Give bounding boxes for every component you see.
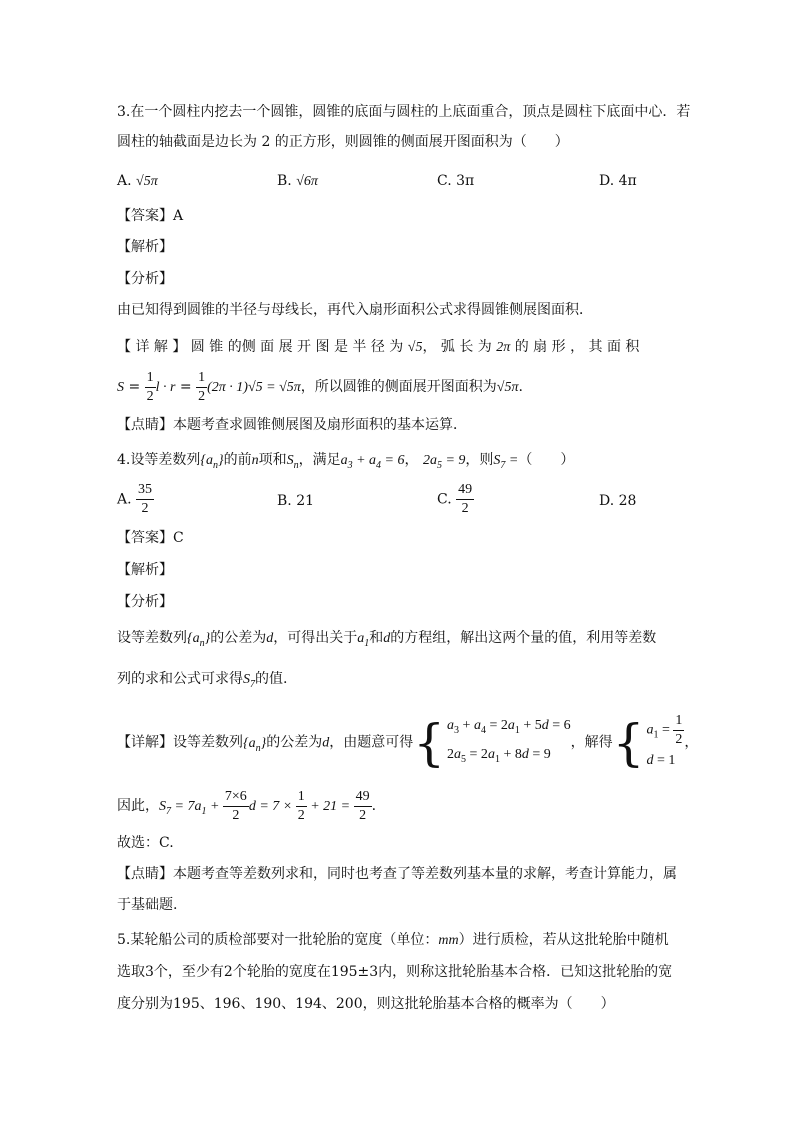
q3-option-a: A. √5π — [117, 173, 158, 189]
q4-option-c: C. $\frac{49}{2}$ — [437, 482, 473, 516]
q3-fenxi: 【分析】 — [117, 271, 173, 287]
q3-fenxi-text: 由已知得到圆锥的半径与母线长，再代入扇形面积公式求得圆锥侧展图面积． — [117, 302, 593, 318]
q3-dianjing: 【点睛】本题考查求圆锥侧展图及扇形面积的基本运算． — [117, 417, 467, 433]
q3-option-b: B. √6π — [277, 173, 318, 189]
q4-therefore: 因此，$S_7 = 7a_1$ + $\frac{7\times 6}{2}$ d = 7 × $\frac{1}{2}$ + 21 = $\frac{49}{2}$ . — [117, 788, 377, 823]
q5-line2: 选取3个，至少有2个轮胎的宽度在195±3内，则称这批轮胎基本合格．已知这批轮胎的宽 — [117, 964, 673, 980]
q5-line1: 5.某轮船公司的质检部要对一批轮胎的宽度（单位：mm）进行质检，若从这批轮胎中随机 — [117, 932, 669, 948]
q4-option-a: A. $\frac{35}{2}$ — [117, 482, 153, 516]
q4-stem: 4.设等差数列$\{a_n\}$的前n项和$S_n$，满足$a_3 + a_4 = 6$， $2a_5 = 9$，则$S_7$ =（ ） — [117, 452, 575, 471]
q4-detail: 【详解】设等差数列$\{a_n\}$的公差为d，由题意可得 { $a_3 + a_4 = 2a_1 + 5d = 6$ $2a_5 = 2a_1 + 8d = 9$ ，解得 { $a_1$ = $\frac{1}{2}$ d = 1 ， — [117, 713, 699, 772]
q3-stem-line1: 3.在一个圆柱内挖去一个圆锥，圆锥的底面与圆柱的上底面重合，顶点是圆柱下底面中心．若 — [117, 104, 691, 120]
q3-option-c: C. 3π — [437, 173, 475, 189]
q4-answer: 【答案】C — [117, 530, 184, 546]
q4-fenxi-line1: 设等差数列$\{a_n\}$的公差为d，可得出关于$a_1$和d的方程组，解出这两个量的值，利用等差数 — [117, 630, 657, 649]
q5-line3: 度分别为195、196、190、194、200，则这批轮胎基本合格的概率为（ ） — [117, 996, 615, 1012]
q4-dianjing-line1: 【点睛】本题考查等差数列求和，同时也考查了等差数列基本量的求解，考查计算能力，属 — [117, 866, 677, 882]
q4-fenxi-line2: 列的求和公式可求得$S_7$的值. — [117, 671, 288, 690]
q3-detail-line1: 【 详 解 】 圆 锥 的侧 面 展 开 图 是 半 径 为 √5， 弧 长 为 2π 的 扇 形 ， 其 面 积 — [117, 339, 640, 355]
q4-fenxi: 【分析】 — [117, 594, 173, 610]
q4-guxuan: 故选：C. — [117, 835, 174, 851]
q3-stem-line2: 圆柱的轴截面是边长为 2 的正方形，则圆锥的侧面展开图面积为（ ） — [117, 134, 569, 150]
q4-option-b: B. 21 — [277, 493, 315, 509]
q4-option-d: D. 28 — [599, 493, 637, 509]
q3-option-d: D. 4π — [599, 173, 637, 189]
q3-jiexi: 【解析】 — [117, 239, 173, 255]
q4-jiexi: 【解析】 — [117, 562, 173, 578]
q3-answer: 【答案】A — [117, 208, 184, 224]
q4-dianjing-line2: 于基础题. — [117, 897, 178, 913]
q3-detail-line2: S = $\frac{1}{2}$ l · r = $\frac{1}{2}$ (2π · 1)√5 = √5π，所以圆锥的侧面展开图面积为√5π. — [117, 369, 523, 404]
